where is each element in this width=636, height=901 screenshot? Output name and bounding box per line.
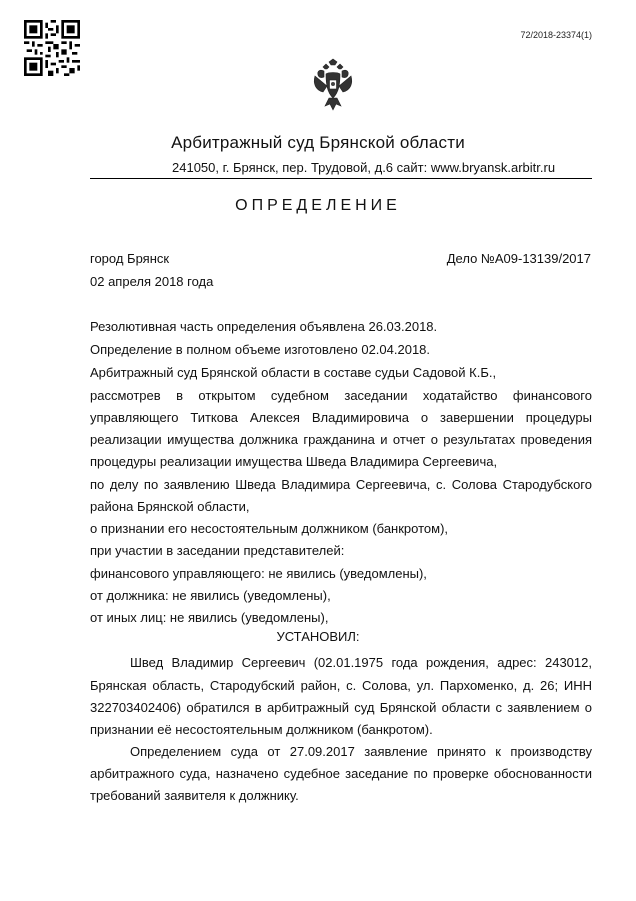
paragraph-line: Определением суда от 27.09.2017 заявление принято к производству [130, 744, 592, 759]
qr-code [24, 20, 80, 76]
text-line: от иных лиц: не явились (уведомлены), [90, 610, 329, 625]
text-line: по делу по заявлению Шведа Владимира Сергеевича, с. Солова Стародубского [90, 477, 592, 492]
text-line: Арбитражный суд Брянской области в составе судьи Садовой К.Б., [90, 365, 497, 380]
paragraph-line: арбитражного суда, назначено судебное заседание по проверке обоснованности [90, 766, 592, 781]
paragraph-line: 322703402406) обратился в арбитражный суд Брянской области с заявлением о [90, 700, 592, 715]
text-line: финансового управляющего: не явились (уведомлены), [90, 566, 427, 581]
double-headed-eagle-emblem-icon [311, 58, 355, 112]
section-heading: УСТАНОВИЛ: [276, 629, 360, 644]
paragraph-line: Брянская область, Стародубский район, с. Солова, ул. Пархоменко, д. 26; ИНН [90, 678, 592, 693]
header-divider [90, 178, 592, 179]
text-line: от должника: не явились (уведомлены), [90, 588, 331, 603]
text-line: реализации имущества должника гражданина и отчет о результатах проведения [90, 432, 592, 447]
text-line: Определение в полном объеме изготовлено 02.04.2018. [90, 342, 431, 357]
case-number: Дело №А09-13139/2017 [446, 251, 591, 266]
paragraph-line: признании её несостоятельным должником (банкротом). [90, 722, 433, 737]
decision-date: 02 апреля 2018 года [90, 274, 214, 289]
text-line: управляющего Титкова Алексея Владимировича о завершении процедуры [90, 410, 592, 425]
text-line: процедуры реализации имущества Шведа Владимира Сергеевича, [90, 454, 498, 469]
paragraph-line: Швед Владимир Сергеевич (02.01.1975 года рождения, адрес: 243012, [130, 655, 592, 670]
text-line: рассмотрев в открытом судебном заседании ходатайство финансового [90, 388, 592, 403]
text-line: Резолютивная часть определения объявлена 26.03.2018. [90, 319, 438, 334]
city: город Брянск [90, 251, 170, 266]
text-line: о признании его несостоятельным должником (банкротом), [90, 521, 449, 536]
court-name: Арбитражный суд Брянской области [171, 133, 465, 152]
document-type-title: ОПРЕДЕЛЕНИЕ [235, 197, 401, 214]
document-id: 72/2018-23374(1) [520, 30, 592, 40]
court-address: 241050, г. Брянск, пер. Трудовой, д.6 сайт: www.bryansk.arbitr.ru [172, 160, 556, 175]
text-line: при участии в заседании представителей: [90, 543, 345, 558]
paragraph-line: требований заявителя к должнику. [90, 788, 299, 803]
text-line: района Брянской области, [90, 499, 250, 514]
